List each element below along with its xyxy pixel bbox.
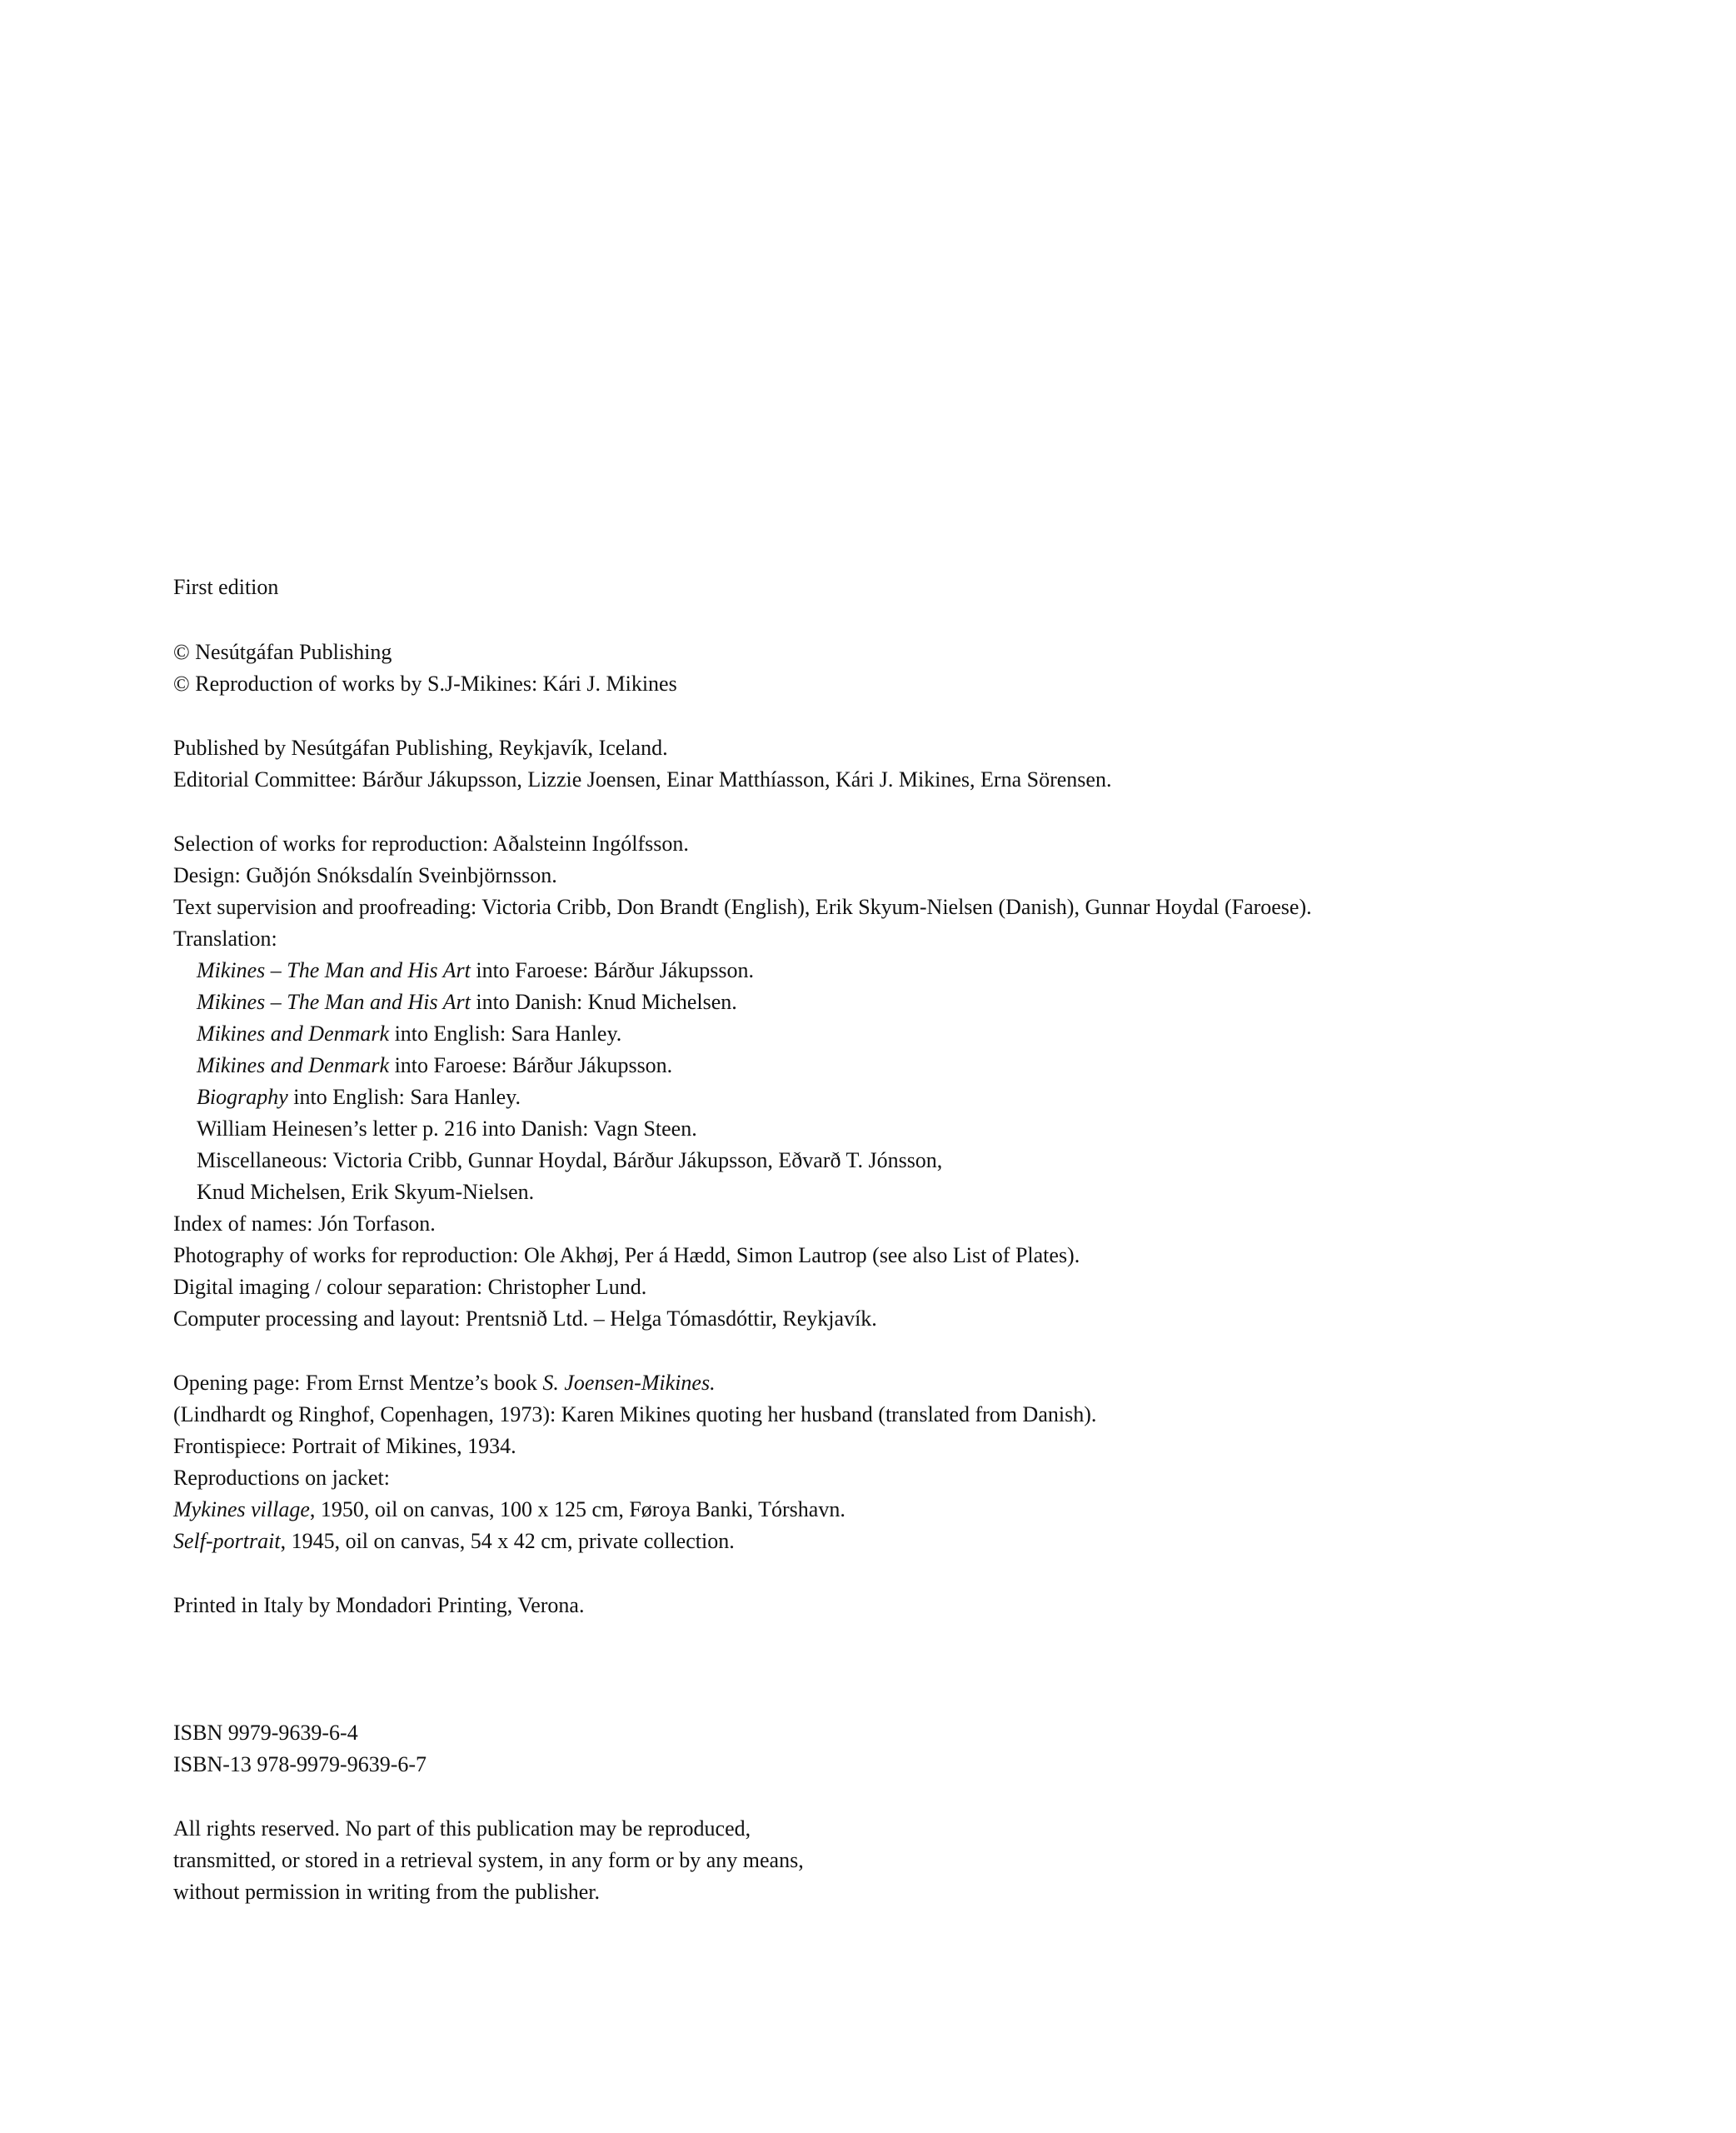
- design-credit: Design: Guðjón Snóksdalín Sveinbjörnsson.: [173, 863, 557, 887]
- translation-title: Mikines and Denmark: [197, 1022, 390, 1046]
- heinesen-letter-translation: William Heinesen’s letter p. 216 into Danish: Vagn Steen.: [197, 1116, 697, 1141]
- miscellaneous-translation-cont: Knud Michelsen, Erik Skyum-Nielsen.: [197, 1180, 535, 1204]
- layout-credit: Computer processing and layout: Prentsnið Ltd. – Helga Tómasdóttir, Reykjavík.: [173, 1306, 877, 1331]
- jacket-item: [173, 1494, 846, 1526]
- translation-item: [197, 987, 737, 1018]
- jacket-work-detail: , 1950, oil on canvas, 100 x 125 cm, Føroya Banki, Tórshavn.: [309, 1497, 846, 1521]
- printer-credit: Printed in Italy by Mondadori Printing, Verona.: [173, 1593, 585, 1617]
- jacket-work-title: Mykines village: [173, 1497, 310, 1521]
- opening-page-credit: [173, 1367, 716, 1399]
- translation-title: Biography: [197, 1085, 288, 1109]
- opening-page-book-title: S. Joensen-Mikines.: [542, 1371, 716, 1395]
- translation-title: Mikines – The Man and His Art: [197, 958, 471, 982]
- editorial-committee: Editorial Committee: Bárður Jákupsson, Lizzie Joensen, Einar Matthíasson, Kári J. Mikines, Erna Sörensen.: [173, 767, 1112, 792]
- isbn: ISBN 9979-9639-6-4: [173, 1721, 358, 1745]
- jacket-work-title: Self-portrait: [173, 1529, 281, 1553]
- jacket-work-detail: , 1945, oil on canvas, 54 x 42 cm, private collection.: [280, 1529, 735, 1553]
- text-supervision-credit: Text supervision and proofreading: Victoria Cribb, Don Brandt (English), Erik Skyum-Nielsen (Danish), Gunnar Hoydal (Faroese).: [173, 895, 1312, 919]
- digital-imaging-credit: Digital imaging / colour separation: Christopher Lund.: [173, 1275, 647, 1299]
- rights-line: without permission in writing from the publisher.: [173, 1880, 601, 1904]
- translation-title: Mikines and Denmark: [197, 1053, 390, 1077]
- translation-detail: into Danish: Knud Michelsen.: [470, 990, 737, 1014]
- copyright-publisher: © Nesútgáfan Publishing: [173, 640, 392, 664]
- miscellaneous-translation: Miscellaneous: Victoria Cribb, Gunnar Hoydal, Bárður Jákupsson, Eðvarð T. Jónsson,: [197, 1148, 943, 1172]
- index-credit: Index of names: Jón Torfason.: [173, 1211, 436, 1236]
- isbn-13: ISBN-13 978-9979-9639-6-7: [173, 1752, 427, 1776]
- jacket-heading: Reproductions on jacket:: [173, 1466, 390, 1490]
- photography-credit: Photography of works for reproduction: Ole Akhøj, Per á Hædd, Simon Lautrop (see also List of Plates).: [173, 1243, 1080, 1267]
- frontispiece-credit: Frontispiece: Portrait of Mikines, 1934.: [173, 1434, 516, 1458]
- translation-detail: into English: Sara Hanley.: [287, 1085, 521, 1109]
- jacket-item: [173, 1526, 735, 1557]
- translation-item: [197, 1081, 521, 1113]
- rights-line: All rights reserved. No part of this publication may be reproduced,: [173, 1816, 751, 1841]
- translation-item: [197, 1018, 621, 1050]
- translation-title: Mikines – The Man and His Art: [197, 990, 471, 1014]
- translation-item: [197, 955, 754, 987]
- translation-detail: into Faroese: Bárður Jákupsson.: [470, 958, 754, 982]
- opening-page-source: (Lindhardt og Ringhof, Copenhagen, 1973): Karen Mikines quoting her husband (translated from Danish).: [173, 1402, 1097, 1426]
- published-by: Published by Nesútgáfan Publishing, Reykjavík, Iceland.: [173, 736, 668, 760]
- translation-detail: into English: Sara Hanley.: [389, 1022, 622, 1046]
- rights-line: transmitted, or stored in a retrieval system, in any form or by any means,: [173, 1848, 804, 1872]
- translation-heading: Translation:: [173, 927, 277, 951]
- selection-credit: Selection of works for reproduction: Aðalsteinn Ingólfsson.: [173, 832, 689, 856]
- translation-detail: into Faroese: Bárður Jákupsson.: [389, 1053, 673, 1077]
- translation-item: [197, 1050, 672, 1081]
- copyright-reproduction: © Reproduction of works by S.J-Mikines: Kári J. Mikines: [173, 672, 677, 696]
- opening-page-prefix: Opening page: From Ernst Mentze’s book: [173, 1371, 543, 1395]
- edition-line: First edition: [173, 575, 279, 599]
